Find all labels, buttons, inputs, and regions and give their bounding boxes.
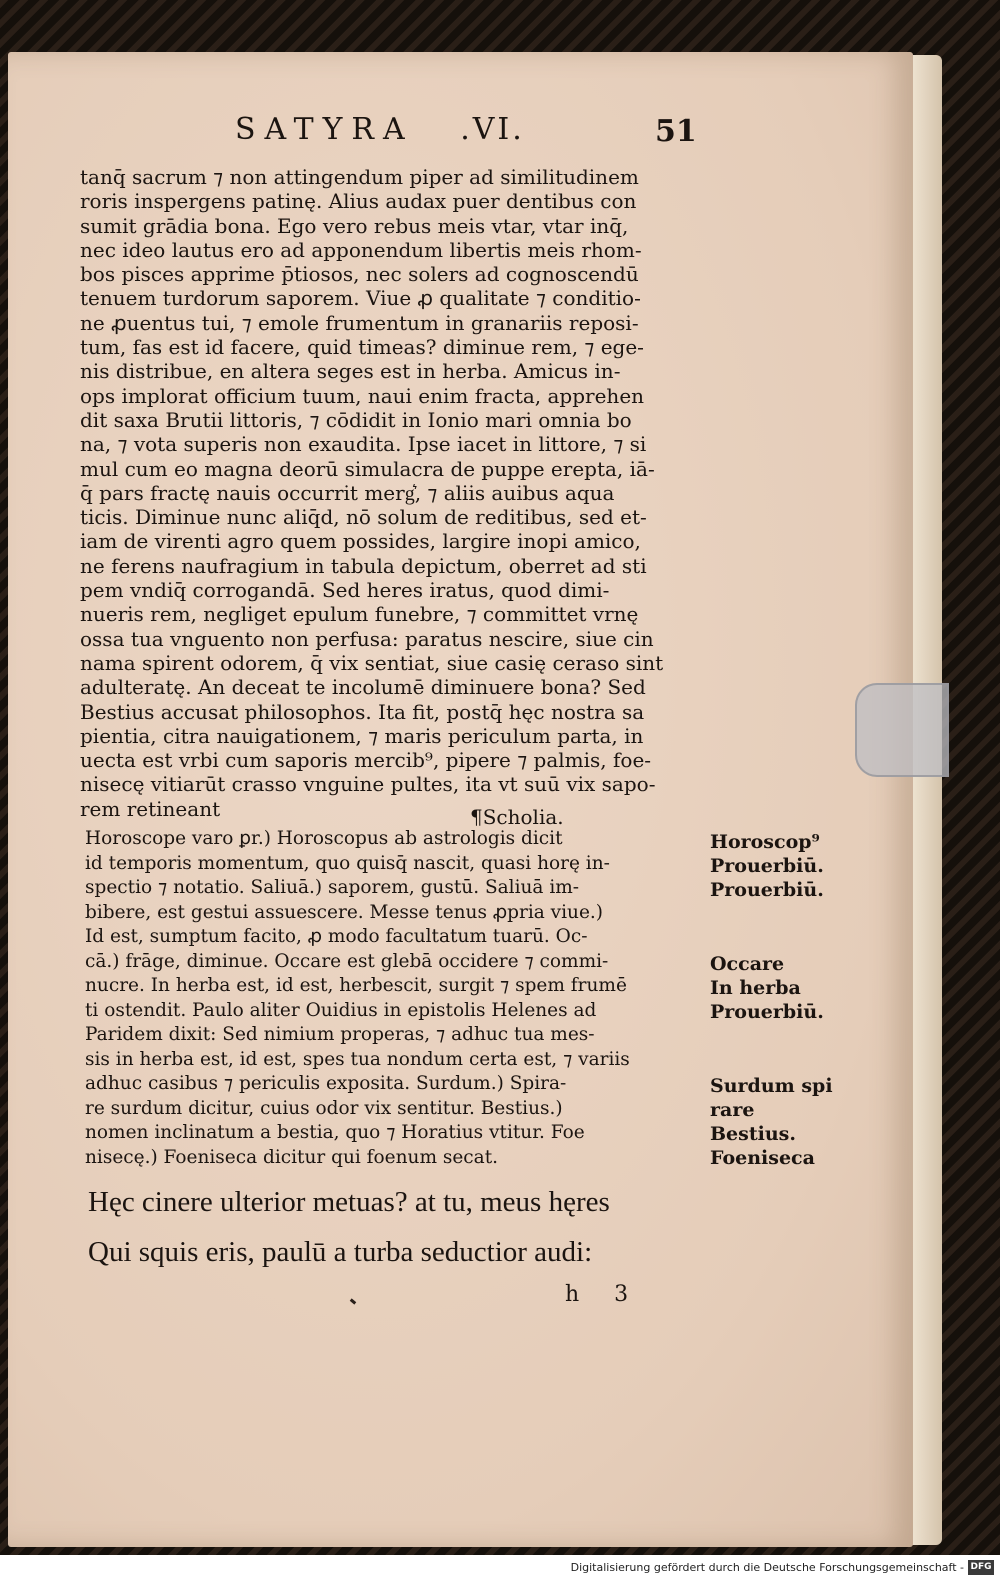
scholia-block [85, 827, 695, 1170]
main-text-block [80, 165, 720, 821]
running-title: SATYRA [235, 112, 414, 147]
margin-note: Horoscop⁹ [710, 831, 820, 853]
margin-note: Surdum spi [710, 1075, 833, 1097]
scholia-heading: ¶Scholia. [470, 805, 564, 829]
scholia-line: nisecę.) Foeniseca dicitur qui foenum secat. [85, 1146, 499, 1168]
text-line: mul cum eo magna deorū simulacra de puppe erepta, iā- [80, 456, 655, 481]
scholia-line: re surdum dicitur, cuius odor vix sentitur. Bestius.) [85, 1097, 563, 1119]
margin-note: Prouerbiū. [710, 1001, 824, 1023]
scholia-line: Paridem dixit: Sed nimium properas, ⁊ adhuc tua mes- [85, 1024, 595, 1045]
margin-notes-group-3 [710, 1074, 860, 1170]
text-line: ops implorat officium tuum, naui enim fracta, apprehen [80, 383, 645, 408]
signature-mark: h 3 [565, 1282, 643, 1307]
margin-note: In herba [710, 977, 801, 999]
verse-line: Qui squis eris, paulū a turba seductior audi: [88, 1236, 593, 1268]
text-line: nis distribue, en altera seges est in herba. Amicus in- [80, 359, 621, 384]
scholia-line: Id est, sumptum facito, ꝓ modo facultatum tuarū. Oc- [85, 926, 588, 947]
text-line: ticis. Diminue nunc aliq̄d, nō solum de reditibus, sed et- [80, 505, 647, 530]
text-line: ossa tua vnguento non perfusa: paratus nescire, siue cin [80, 626, 654, 651]
text-line: nama spirent odorem, q̄ vix sentiat, siue casię ceraso sint [80, 650, 664, 675]
text-line: na, ⁊ vota superis non exaudita. Ipse iacet in littore, ⁊ si [80, 432, 647, 457]
text-line: adulteratę. An deceat te incolumē diminuere bona? Sed [80, 675, 646, 700]
scholia-line: bibere, est gestui assuescere. Messe tenus ꝓpria viue.) [85, 901, 603, 923]
text-line: nueris rem, negliget epulum funebre, ⁊ committet vrnę [80, 602, 639, 627]
margin-note: Occare [710, 953, 785, 975]
text-line: ne ꝓuentus tui, ⁊ emole frumentum in granariis reposi- [80, 310, 639, 335]
text-line: tenuem turdorum saporem. Viue ꝓ qualitate ⁊ conditio- [80, 286, 641, 311]
text-line: nisecę vitiarūt crasso vnguine pultes, ita vt suū vix sapo- [80, 772, 656, 797]
scholia-line: adhuc casibus ⁊ periculis exposita. Surdum.) Spira- [85, 1073, 567, 1094]
text-line: roris inspergens patinę. Alius audax puer dentibus con [80, 189, 637, 214]
funding-credit: Digitalisierung gefördert durch die Deutsche Forschungsgemeinschaft - [570, 1561, 964, 1574]
text-line: q̄ pars fractę nauis occurrit merg͛, ⁊ aliis auibus aqua [80, 480, 615, 505]
scholia-line: id temporis momentum, quo quisq̄ nascit, quasi horę in- [85, 852, 610, 874]
text-line: ne ferens naufragium in tabula depictum, oberret ad sti [80, 553, 647, 578]
text-line: iam de virenti agro quem possides, largire inopi amico, [80, 529, 641, 554]
running-header [235, 112, 715, 147]
text-line: rem retineant [80, 796, 221, 821]
scholia-line: ti ostendit. Paulo aliter Ouidius in epistolis Helenes ad [85, 999, 597, 1021]
verse-line: Hęc cinere ulterior metuas? at tu, meus hęres [88, 1186, 610, 1218]
margin-note: Foeniseca [710, 1147, 815, 1169]
text-line: tanq̄ sacrum ⁊ non attingendum piper ad similitudinem [80, 165, 639, 189]
margin-notes-group-1 [710, 830, 860, 902]
scholia-line: Horoscope varo ꝑr.) Horoscopus ab astrologis dicit [85, 828, 563, 849]
footer-bar [0, 1555, 1000, 1582]
margin-note: Prouerbiū. [710, 855, 824, 877]
text-line: Bestius accusat philosophos. Ita fit, postq̄ hęc nostra sa [80, 699, 645, 724]
text-line: pientia, citra nauigationem, ⁊ maris periculum parta, in [80, 723, 644, 748]
scholia-line: sis in herba est, id est, spes tua nondum certa est, ⁊ variis [85, 1048, 630, 1070]
scholia-line: cā.) frāge, diminue. Occare est glebā occidere ⁊ commi- [85, 950, 609, 972]
folio-number: 51 [655, 114, 697, 149]
scholia-line: nomen inclinatum a bestia, quo ⁊ Horatius vtitur. Foe [85, 1122, 585, 1143]
running-roman: .VI. [460, 112, 525, 147]
dfg-logo: DFG [968, 1560, 994, 1575]
scholia-line: spectio ⁊ notatio. Saliuā.) saporem, gustū. Saliuā im- [85, 877, 580, 898]
text-line: sumit grādia bona. Ego vero rebus meis vtar, vtar inq̄, [80, 213, 629, 238]
text-line: bos pisces apprime p̄tiosos, nec solers ad cognoscendū [80, 262, 639, 287]
page-clip [855, 683, 949, 777]
text-line: uecta est vrbi cum saporis mercib⁹, pipere ⁊ palmis, foe- [80, 748, 652, 773]
scholia-line: nucre. In herba est, id est, herbescit, surgit ⁊ spem frumē [85, 975, 627, 996]
text-line: pem vndiq̄ corrogandā. Sed heres iratus, quod dimi- [80, 578, 610, 603]
text-line: nec ideo lautus ero ad apponendum libertis meis rhom- [80, 237, 642, 262]
text-line: dit saxa Brutii littoris, ⁊ cōdidit in Ionio mari omnia bo [80, 407, 632, 432]
text-line: tum, fas est id facere, quid timeas? diminue rem, ⁊ ege- [80, 335, 644, 360]
margin-note: Bestius. [710, 1123, 796, 1145]
margin-note: Prouerbiū. [710, 879, 824, 901]
margin-notes-group-2 [710, 952, 860, 1024]
margin-note: rare [710, 1099, 755, 1121]
